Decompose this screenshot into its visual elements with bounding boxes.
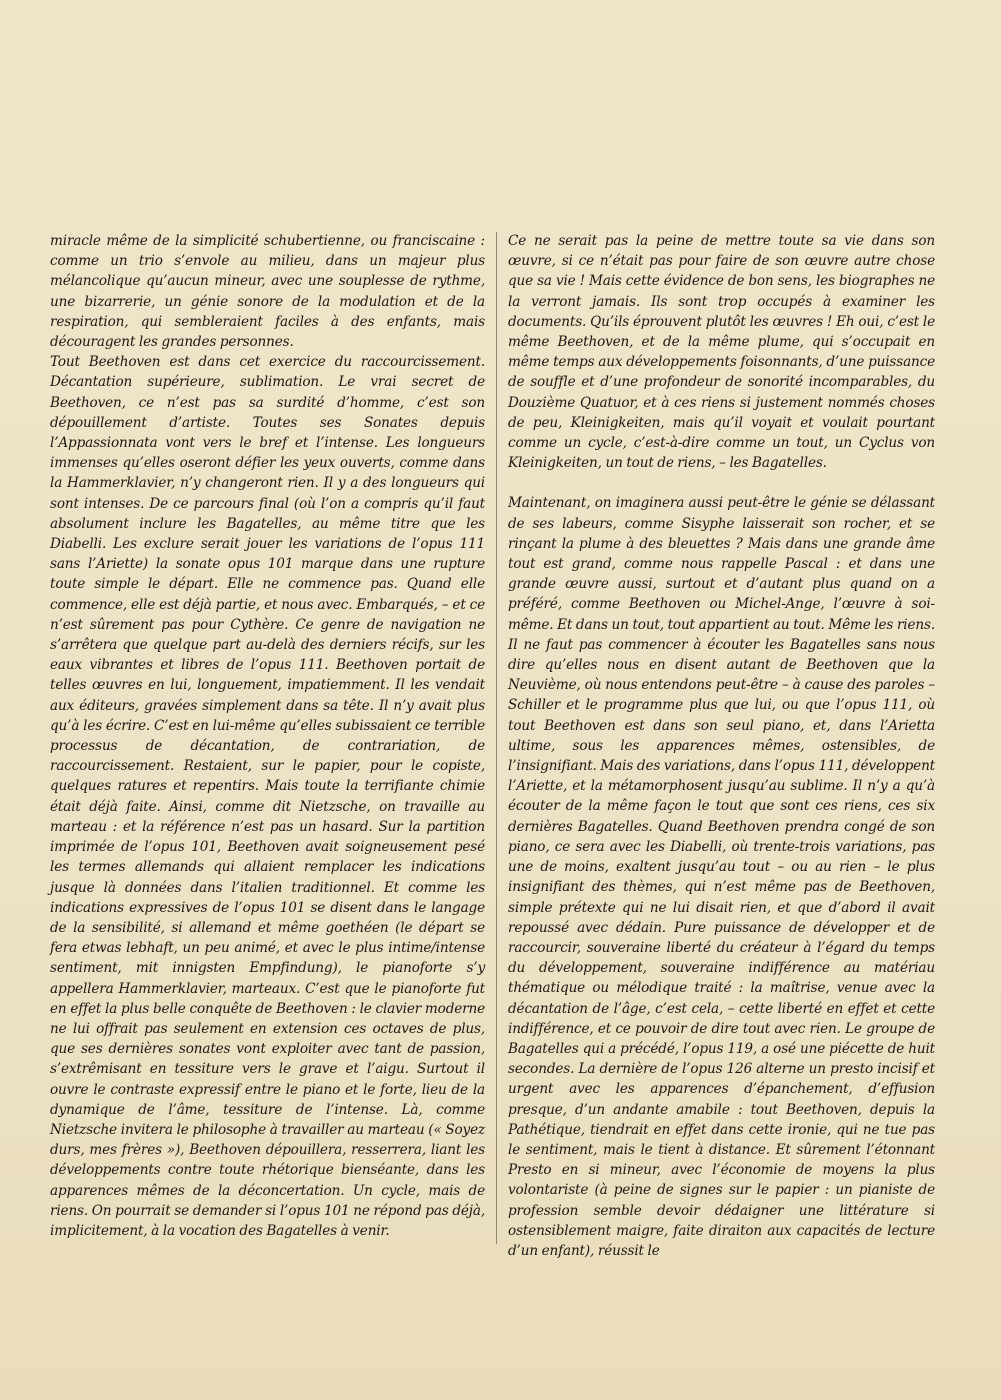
left-paragraph-2: Tout Beethoven est dans cet exercice du raccourcissement. Décantation supérieure, sublimation. Le vrai secret de Beethoven, ce n’est pas sa surdité d’homme, c’est son dépouillement d’artiste. Toutes ses Sonates depuis l’Appassionnata vont vers le bref et l’intense. Les longueurs immenses qu’elles oseront défier les yeux ouverts, comme dans la Hammerklavier, n’y changeront rien. Il y a des longueurs qui sont intenses. De ce parcours final (où l’on a compris qu’il faut absolument inclure les Bagatelles, au même titre que les Diabelli. Les exclure serait jouer les variations de l’opus 111 sans l’Ariette) la sonate opus 101 marque dans une rupture toute simple le départ. Elle ne commence pas. Quand elle commence, elle est déjà partie, et nous avec. Embarqués, – et ce n’est sûrement pas pour Cythère. Ce genre de navigation ne s’arrêtera que quelque part au-delà des derniers récifs, sur les eaux vibrantes et libres de l’opus 111. Beethoven portait de telles œuvres en lui, longuement, impatiemment. Il les vendait aux éditeurs, gravées simplement dans sa tête. Il n’y avait plus qu’à les écrire. C’est en lui-même qu’elles subissaient ce terrible processus de décantation, de contrariation, de raccourcissement. Restaient, sur le papier, pour le copiste, quelques ratures et repentirs. Mais toute la terrifiante chimie était déjà faite. Ainsi, comme dit Nietzsche, on travaille au marteau : et la référence n’est pas un hasard. Sur la partition imprimée de l’opus 101, Beethoven avait soigneusement pesé les termes allemands qui allaient remplacer les indications jusque là données dans l’italien traditionnel. Et comme les indications expressives de l’opus 101 se disent dans le langage de la sensibilité, si allemand et même goethéen (le départ se fera etwas lebhaft, un peu animé, et avec le plus intime/intense sentiment, mit innigsten Empfindung), le pianoforte s’y appellera Hammerklavier, marteaux. C’est que le pianoforte fut en effet la plus belle conquête de Beethoven : le clavier moderne ne lui offrait pas seulement en extension ces octaves de plus, que ses dernières sonates vont exploiter avec tant de passion, s’extrêmisant en tessiture vers le grave et l’aigu. Surtout il ouvre le contraste expressif entre le piano et le forte, lieu de la dynamique de l’âme, tessiture de l’intense. Là, comme Nietzsche invitera le philosophe à travailler au marteau (« Soyez durs, mes frères »), Beethoven dépouillera, resserrera, liant les développements contre toute rhétorique bienséante, dans les apparences mêmes de la déconcertation. Un cycle, mais de riens. On pourrait se demander si l’opus 101 ne répond pas déjà, implicitement, à la vocation des Bagatelles à venir.: [50, 354, 485, 1239]
right-column: [508, 231, 935, 1261]
left-paragraph-1: miracle même de la simplicité schubertienne, ou franciscaine : comme un trio s’envole au milieu, dans un majeur plus mélancolique qu’aucun mineur, avec une souplesse de rythme, une bizarrerie, un génie sonore de la modulation et de la respiration, qui sembleraient faciles à des enfants, mais découragent les grandes personnes.: [50, 233, 485, 351]
right-paragraph-2: Maintenant, on imaginera aussi peut-être le génie se délassant de ses labeurs, comme Sisyphe laisserait son rocher, et se rinçant la plume à des bleuettes ? Mais dans une grande âme tout est grand, comme nous rappelle Pascal : et dans une grande œuvre aussi, surtout et d’autant plus quand on a préféré, comme Beethoven ou Michel-Ange, l’œuvre à soi-même. Et dans un tout, tout appartient au tout. Même les riens. Il ne faut pas commencer à écouter les Bagatelles sans nous dire qu’elles nous en disent autant de Beethoven que la Neuvième, où nous entendons peut-être – à cause des paroles – Schiller et le programme plus que lui, ou que l’opus 111, où tout Beethoven est dans son seul piano, et, dans l’Arietta ultime, sous les apparences mêmes, ostensibles, de l’insignifiant. Mais des variations, dans l’opus 111, développent l’Ariette, et la métamorphosent jusqu’au sublime. Il n’y a qu’à écouter de la même façon le tout que sont ces riens, ces six dernières Bagatelles. Quand Beethoven prendra congé de son piano, ce sera avec les Diabelli, où trente-trois variations, pas une de moins, exaltent jusqu’au tout – ou au rien – le plus insignifiant des thèmes, qui n’est même pas de Beethoven, simple prétexte qui ne lui disait rien, et que d’abord il avait repoussé avec dédain. Pure puissance de développer et de raccourcir, souveraine liberté du créateur à l’égard du temps du développement, souveraine indifférence au matériau thématique ou mélodique traité : la maîtrise, venue avec la décantation de l’âge, c’est cela, – cette liberté en effet et cette indifférence, et ce pouvoir de dire tout avec rien. Le groupe de Bagatelles qui a précédé, l’opus 119, a osé une piécette de huit secondes. La dernière de l’opus 126 alterne un presto incisif et urgent avec les apparences d’épanchement, d’effusion presque, d’un andante amabile : tout Beethoven, depuis la Pathétique, tiendrait en effet dans cette ironie, qui ne tue pas le sentiment, mais le tient à distance. Et sûrement l’étonnant Presto en si mineur, avec l’économie de moyens la plus volontariste (à peine de signes sur le papier : un pianiste de profession semble devoir dédaigner une littérature si ostensiblement maigre, faite diraiton aux capacités de lecture d’un enfant), réussit le: [508, 495, 935, 1259]
column-divider: [496, 232, 497, 1244]
left-column: [50, 231, 485, 1241]
right-paragraph-1: Ce ne serait pas la peine de mettre toute sa vie dans son œuvre, si ce n’était pas pour faire de son œuvre autre chose que sa vie ! Mais cette évidence de bon sens, les biographes ne la verront jamais. Ils sont trop occupés à examiner les documents. Qu’ils éprouvent plutôt les œuvres ! Eh oui, c’est le même Beethoven, et de la même plume, qui s’occupait en même temps aux développements foisonnants, d’une puissance de souffle et d’une profondeur de sonorité incomparables, du Douzième Quatuor, et à ces riens si justement nommés choses de peu, Kleinigkeiten, mais qu’il voyait et voulait pourtant comme un cycle, c’est-à-dire comme un tout, un Cyclus von Kleinigkeiten, un tout de riens, – les Bagatelles.: [508, 233, 935, 472]
